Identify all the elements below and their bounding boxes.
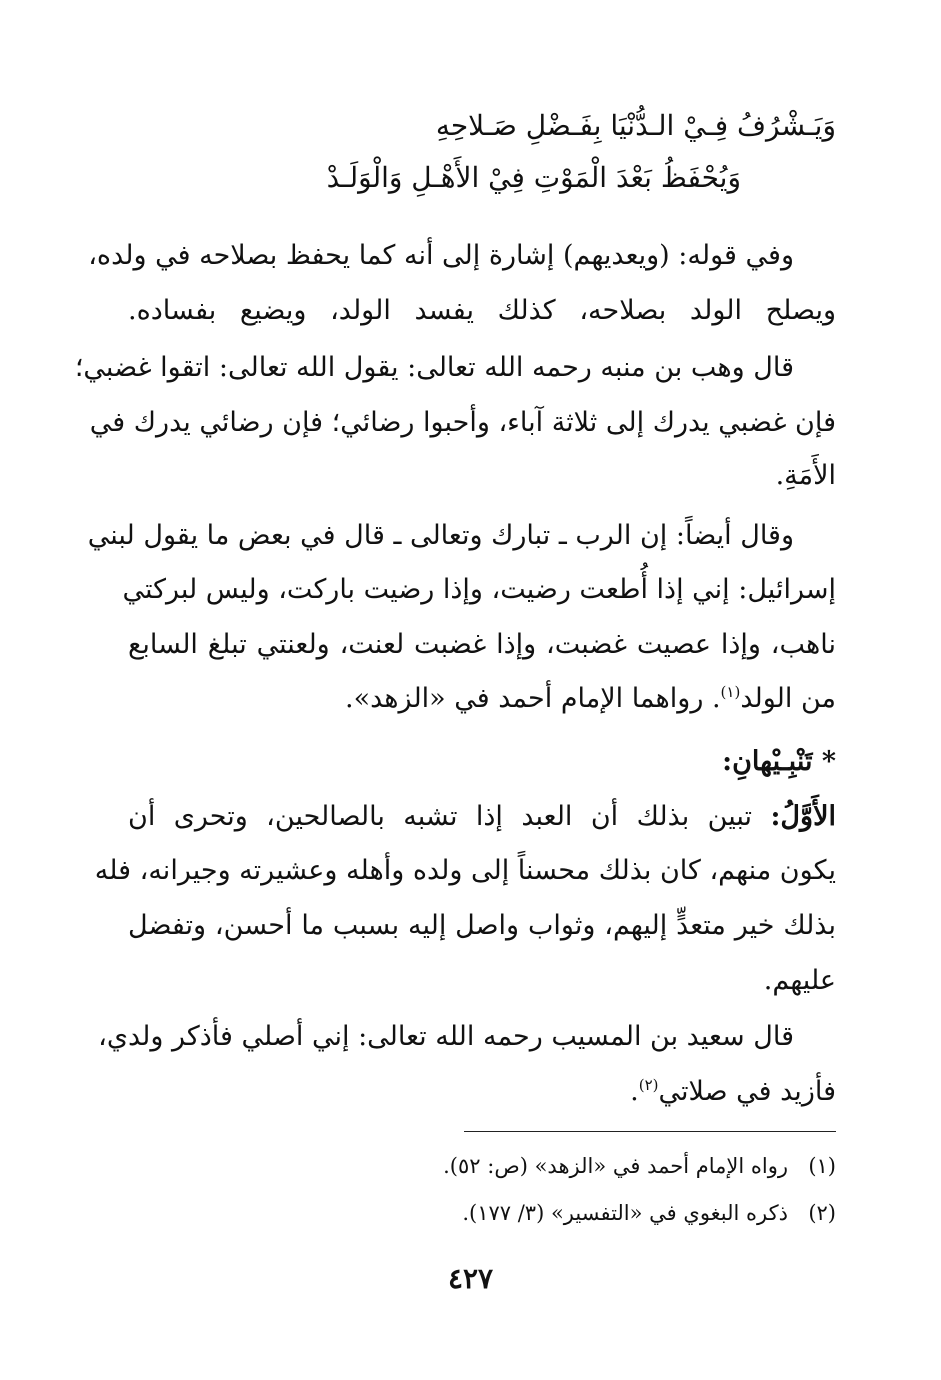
paragraph-5-line-2 — [128, 1072, 836, 1112]
paragraph-4-line-2: يكون منهم، كان بذلك محسناً إلى ولده وأهله وعشيرته وجيرانه، فله — [94, 855, 836, 886]
paragraph-5-line-2-text-a: فأزيد في صلاتي — [658, 1076, 836, 1107]
paragraph-3-line-1: وقال أيضاً: إن الرب ـ تبارك وتعالى ـ قال في بعض ما يقول لبني — [87, 520, 794, 551]
paragraph-4-line-1 — [128, 797, 836, 837]
poem-verse-1: وَيَـشْرُفُ فِـيْ الـدُّنْيَا بِفَـضْلِ صَـلاحِهِ — [435, 109, 836, 142]
paragraph-3-line-2: إسرائيل: إني إذا أُطعت رضيت، وإذا رضيت باركت، وليس لبركتي — [122, 574, 836, 605]
poem-verse-2: وَيُحْفَظُ بَعْدَ الْمَوْتِ فِيْ الأَهْـلِ وَالْوَلَـدْ — [326, 161, 741, 194]
paragraph-2-line-3: الأَمَةِ. — [775, 460, 836, 491]
paragraph-3-line-3: ناهب، وإذا عصيت غضبت، وإذا غضبت لعنت، ولعنتي تبلغ السابع — [128, 629, 836, 660]
footnote-1-text: رواه الإمام أحمد في «الزهد» (ص: ٥٢). — [443, 1154, 788, 1178]
paragraph-2-line-2: فإن غضبي يدرك إلى ثلاثة آباء، وأحبوا رضائي؛ فإن رضائي يدرك في — [89, 407, 836, 438]
footnote-ref-2[interactable]: (٢) — [638, 1076, 659, 1094]
paragraph-4-line-4: عليهم. — [763, 965, 836, 996]
paragraph-4-line-1-text: تبين بذلك أن العبد إذا تشبه بالصالحين، وتحرى أن — [128, 801, 753, 832]
footnote-1 — [443, 1151, 836, 1181]
paragraph-2-line-1: قال وهب بن منبه رحمه الله تعالى: يقول الله تعالى: اتقوا غضبي؛ — [74, 352, 794, 383]
section-heading: * تَنْبِـيْهانِ: — [722, 746, 836, 777]
paragraph-3-line-4-text-a: من الولد — [740, 683, 836, 714]
footnote-2 — [462, 1198, 836, 1228]
paragraph-5-line-2-text-b: . — [630, 1076, 639, 1107]
paragraph-3-line-4 — [128, 679, 836, 719]
footnote-2-text: ذكره البغوي في «التفسير» (٣/ ١٧٧). — [462, 1201, 788, 1225]
footnote-divider — [464, 1131, 836, 1132]
paragraph-4-lead: الأَوَّلُ: — [770, 801, 836, 832]
paragraph-1-line-1: وفي قوله: (ويعديهم) إشارة إلى أنه كما يحفظ بصلاحه في ولده، — [88, 240, 794, 271]
footnote-1-number: (١) — [808, 1154, 836, 1178]
paragraph-5-line-1: قال سعيد بن المسيب رحمه الله تعالى: إني أصلي فأذكر ولدي، — [98, 1021, 794, 1052]
paragraph-3-line-4-text-b: . رواهما الإمام أحمد في «الزهد». — [345, 683, 721, 714]
paragraph-4-line-3: بذلك خير متعدٍّ إليهم، وثواب واصل إليه بسبب ما أحسن، وتفضل — [128, 910, 836, 941]
page-number: ٤٢٧ — [447, 1262, 494, 1295]
paragraph-1-line-2: ويصلح الولد بصلاحه، كذلك يفسد الولد، ويضيع بفساده. — [128, 295, 836, 326]
footnote-ref-1[interactable]: (١) — [720, 683, 741, 701]
footnote-2-number: (٢) — [808, 1201, 836, 1225]
